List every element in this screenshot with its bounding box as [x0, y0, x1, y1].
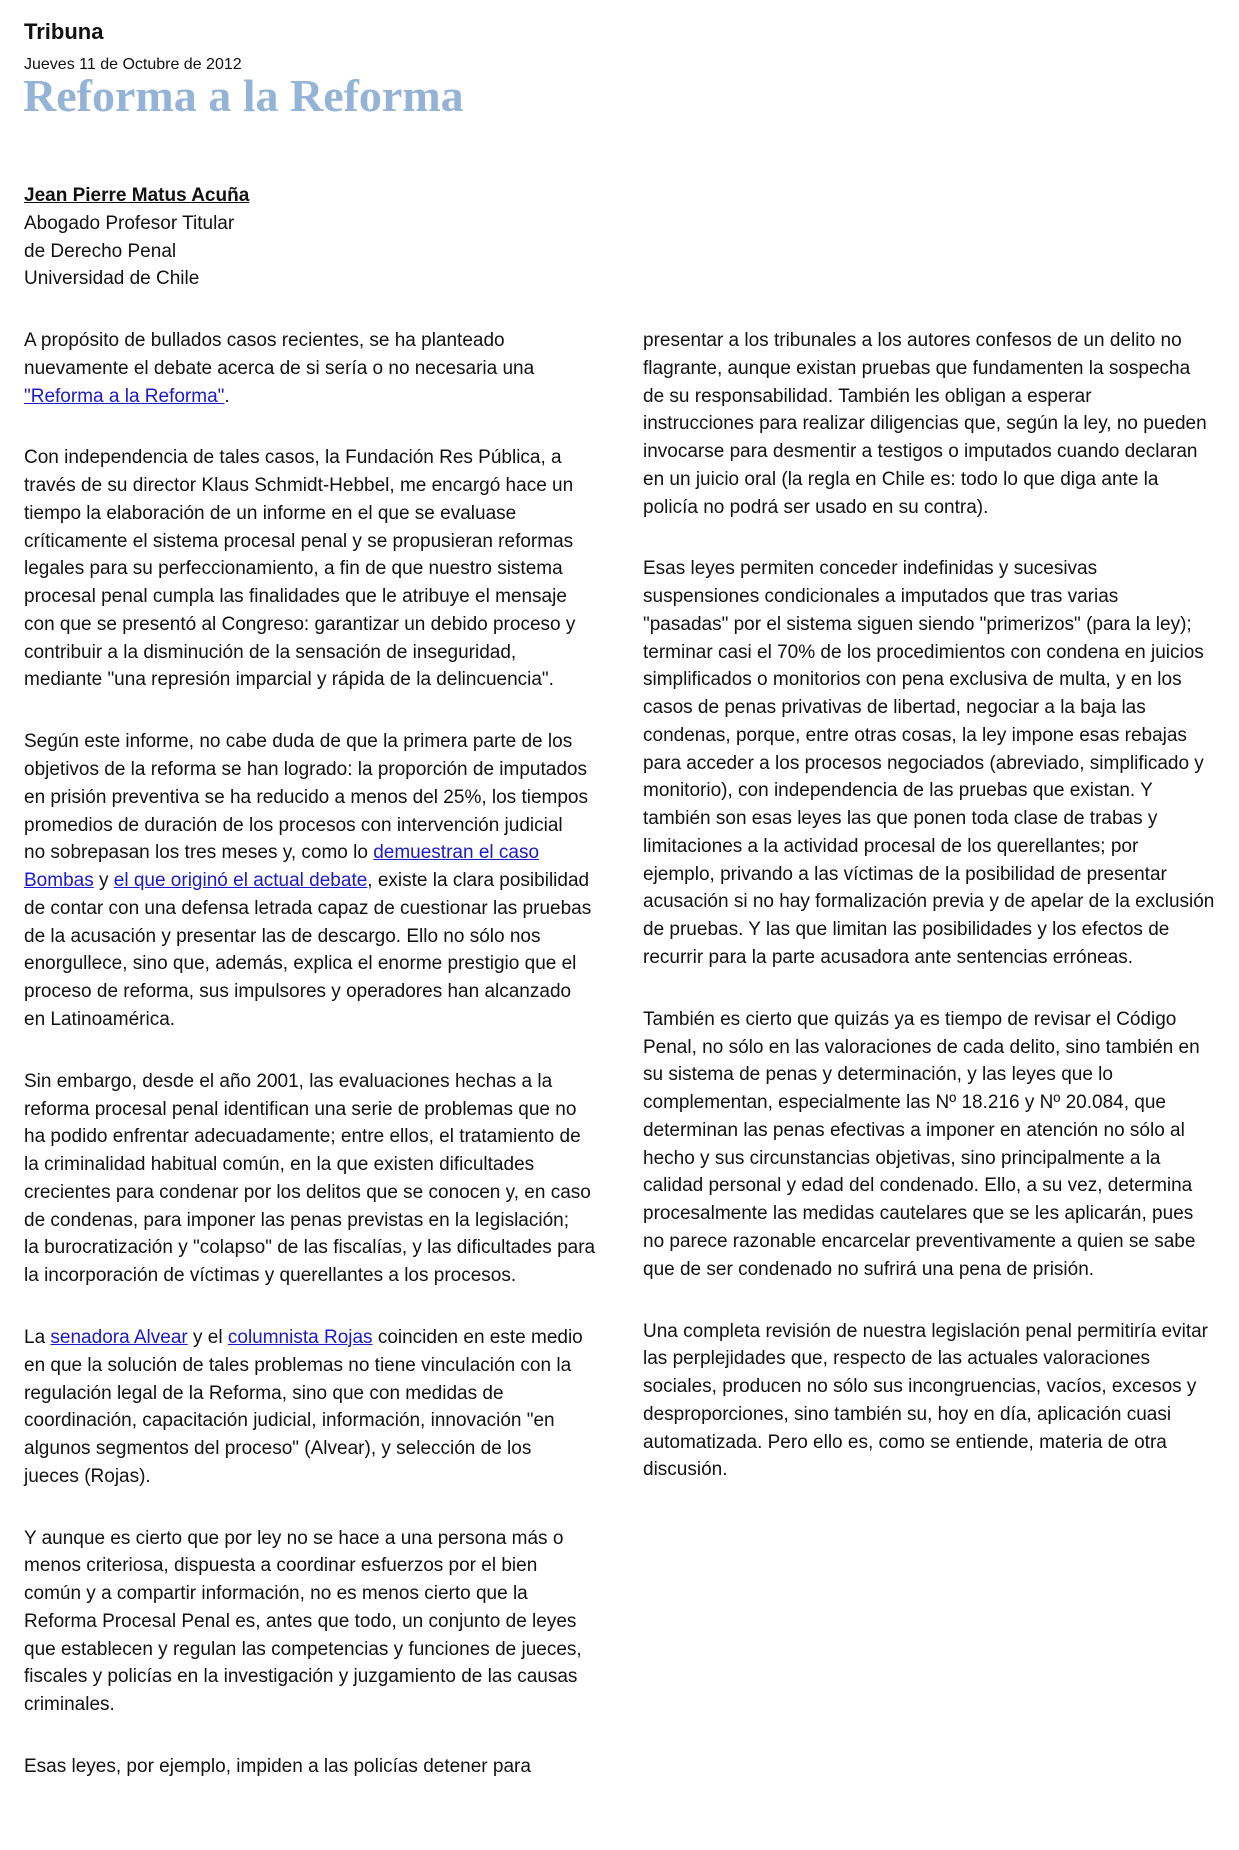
text-line: procesal penal cumpla las finalidades que le atribuye el mensaje [24, 586, 567, 608]
author-credential: de Derecho Penal [24, 240, 177, 262]
paragraph [643, 1318, 1223, 1485]
text-line: su sistema de penas y determinación, y las leyes que lo [643, 1064, 1113, 1086]
text-run: , existe la clara posibilidad [367, 870, 590, 892]
text-line: algunos segmentos del proceso" (Alvear), y selección de los [24, 1438, 532, 1459]
right-column [643, 327, 1223, 1518]
paragraph [24, 728, 604, 1033]
text-line: de la acusación y presentar las de descargo. Ello no sólo nos [24, 925, 541, 947]
text-line: complementan, especialmente las Nº 18.216 y Nº 20.084, que [643, 1092, 1166, 1114]
text-line: discusión. [643, 1459, 728, 1481]
text-line: menos criteriosa, dispuesta a coordinar esfuerzos por el bien [24, 1555, 538, 1577]
inline-link[interactable]: senadora Alvear [50, 1327, 188, 1348]
text-line: para acceder a los procesos negociados (abreviado, simplificado y [643, 752, 1204, 774]
author-credential: Abogado Profesor Titular [24, 212, 235, 234]
paragraph [24, 1068, 604, 1290]
text-line: la burocratización y "colapso" de las fiscalías, y las dificultades para [24, 1237, 596, 1259]
text-line: coordinación, capacitación judicial, información, innovación "en [24, 1410, 555, 1432]
text-run: . [224, 385, 230, 407]
author-credential: Universidad de Chile [24, 268, 200, 290]
text-line: Reforma Procesal Penal es, antes que todo, un conjunto de leyes [24, 1610, 577, 1632]
text-line: jueces (Rojas). [24, 1465, 151, 1487]
text-line: terminar casi el 70% de los procedimientos con condena en juicios [643, 641, 1204, 663]
publication-date: Jueves 11 de Octubre de 2012 [24, 56, 242, 73]
text-line: mediante "una represión imparcial y rápida de la delincuencia". [24, 669, 554, 691]
text-line: Esas leyes, por ejemplo, impiden a las policías detener para [24, 1756, 531, 1778]
text-line: desproporciones, sino también su, hoy en día, aplicación cuasi [643, 1403, 1172, 1425]
text-line: "pasadas" por el sistema siguen siendo "primerizos" (para la ley); [643, 613, 1192, 635]
text-line: la incorporación de víctimas y querellantes a los procesos. [24, 1265, 517, 1287]
text-line: procesalmente las medidas cautelares que se les aplicarán, pues [643, 1203, 1194, 1225]
text-run: coinciden en este medio [372, 1327, 583, 1348]
text-line: sociales, producen no sólo sus incongruencias, vacíos, excesos y [643, 1376, 1197, 1398]
text-run: y [93, 870, 114, 892]
text-line: también son esas leyes las que ponen toda clase de trabas y [643, 808, 1158, 830]
text-line: las perplejidades que, respecto de las actuales valoraciones [643, 1348, 1150, 1370]
paragraph [24, 444, 604, 694]
text-line: casos de penas privativas de libertad, negociar a la baja las [643, 697, 1146, 719]
paragraph [643, 555, 1223, 971]
text-line: común y a compartir información, no es menos cierto que la [24, 1583, 528, 1605]
paragraph [24, 1753, 604, 1781]
text-line: También es cierto que quizás ya es tiempo de revisar el Código [643, 1008, 1177, 1030]
inline-link[interactable]: columnista Rojas [227, 1327, 373, 1348]
text-line: monitorio), con independencia de las pruebas que existan. Y [643, 780, 1153, 802]
text-line: que de ser condenado no sufrirá una pena de prisión. [643, 1258, 1095, 1280]
text-line: Una completa revisión de nuestra legislación penal permitiría evitar [643, 1320, 1209, 1342]
text-line: contribuir a la disminución de la sensación de inseguridad, [24, 641, 517, 663]
text-line: Penal, no sólo en las valoraciones de cada delito, sino también en [643, 1036, 1200, 1058]
text-line [24, 839, 604, 867]
paragraph [643, 327, 1223, 521]
text-line: limitaciones a la actividad procesal de los querellantes; por [643, 835, 1139, 857]
text-line: fiscales y policías en la investigación y juzgamiento de las causas [24, 1666, 578, 1688]
text-run: La [24, 1327, 51, 1348]
text-line: través de su director Klaus Schmidt-Hebbel, me encargó hace un [24, 475, 574, 497]
author-block [24, 182, 249, 293]
text-line: Esas leyes permiten conceder indefinidas y sucesivas [643, 558, 1098, 580]
inline-link[interactable]: "Reforma a la Reforma" [24, 385, 225, 407]
text-line: de condenas, para imponer las penas previstas en la legislación; [24, 1209, 569, 1231]
text-line: legales para su perfeccionamiento, a fin de que nuestro sistema [24, 558, 563, 580]
text-line: en prisión preventiva se ha reducido a menos del 25%, los tiempos [24, 786, 588, 808]
paragraph [24, 327, 604, 410]
text-run: y el [187, 1327, 228, 1348]
text-line: condenas, porque, entre otras cosas, la ley impone esas rebajas [643, 724, 1187, 746]
text-line: hecho y sus circunstancias objetivas, sino principalmente a la [643, 1147, 1161, 1169]
text-line: de pruebas. Y las que limitan las posibilidades y los efectos de [643, 919, 1170, 941]
inline-link[interactable]: Bombas [24, 870, 94, 892]
text-line: tiempo la elaboración de un informe en el que se evaluase [24, 502, 517, 524]
text-line: presentar a los tribunales a los autores confesos de un delito no [643, 330, 1182, 351]
text-line: suspensiones condicionales a imputados que tras varias [643, 586, 1119, 608]
text-line: enorgullece, sino que, además, explica el enorme prestigio que el [24, 953, 577, 975]
text-line: nuevamente el debate acerca de si sería o no necesaria una [24, 357, 535, 379]
text-line [24, 1324, 604, 1352]
text-line: no parece razonable encarcelar preventivamente a quien se sabe [643, 1230, 1196, 1252]
text-line: en que la solución de tales problemas no tiene vinculación con la [24, 1354, 572, 1376]
text-line: que establecen y regulan las competencias y funciones de jueces, [24, 1638, 582, 1660]
text-line: instrucciones para realizar diligencias que, según la ley, no pueden [643, 413, 1207, 435]
text-line: simplificados o monitorios con pena exclusiva de multa, y en los [643, 669, 1182, 691]
text-line [24, 867, 604, 895]
left-column [24, 327, 604, 1815]
paragraph [643, 1006, 1223, 1284]
article-body [0, 327, 1239, 1807]
text-line: Con independencia de tales casos, la Fundación Res Pública, a [24, 447, 562, 469]
text-line: calidad personal y edad del condenado. Ello, a su vez, determina [643, 1175, 1193, 1197]
text-line: Y aunque es cierto que por ley no se hace a una persona más o [24, 1527, 564, 1549]
text-line: criminales. [24, 1694, 115, 1716]
text-line: automatizada. Pero ello es, como se entiende, materia de otra [643, 1431, 1167, 1453]
text-line: recurrir para la parte acusadora ante sentencias erróneas. [643, 946, 1134, 968]
text-line: Según este informe, no cabe duda de que la primera parte de los [24, 731, 573, 753]
text-line: determinan las penas efectivas a imponer en atención no sólo al [643, 1119, 1185, 1141]
text-line: promedios de duración de los procesos con intervención judicial [24, 814, 563, 836]
inline-link[interactable]: demuestran el caso [373, 842, 540, 864]
text-line: reforma procesal penal identifican una serie de problemas que no [24, 1098, 577, 1120]
text-line: proceso de reforma, sus impulsores y operadores han alcanzado [24, 981, 572, 1003]
paragraph [24, 1324, 604, 1491]
text-line: acusación si no hay formalización previa y de apelar de la exclusión [643, 891, 1215, 913]
text-line: en un juicio oral (la regla en Chile es: todo lo que diga ante la [643, 468, 1159, 490]
text-line: en Latinoamérica. [24, 1008, 176, 1030]
text-line: ejemplo, privando a las víctimas de la posibilidad de presentar [643, 863, 1167, 885]
text-run: no sobrepasan los tres meses y, como lo [24, 842, 374, 864]
inline-link[interactable]: el que originó el actual debate [113, 870, 368, 892]
text-line: la criminalidad habitual común, en la que existen dificultades [24, 1154, 535, 1176]
article-title: Reforma a la Reforma [23, 70, 464, 121]
text-line: policía no podrá ser usado en su contra). [643, 496, 989, 518]
author-name: Jean Pierre Matus Acuña [24, 185, 250, 206]
text-line: A propósito de bullados casos recientes, se ha planteado [24, 330, 505, 351]
text-line: Sin embargo, desde el año 2001, las evaluaciones hechas a la [24, 1070, 553, 1092]
text-line [24, 383, 604, 411]
text-line: de contar con una defensa letrada capaz de cuestionar las pruebas [24, 897, 592, 919]
text-line: de su responsabilidad. También les obligan a esperar [643, 385, 1092, 407]
section-label: Tribuna [24, 19, 104, 44]
text-line: invocarse para desmentir a testigos o imputados cuando declaran [643, 441, 1198, 462]
text-line: flagrante, aunque existan pruebas que fundamenten la sospecha [643, 357, 1191, 379]
text-line: críticamente el sistema procesal penal y se propusieran reformas [24, 530, 574, 552]
text-line: crecientes para condenar por los delitos que se conocen y, en caso [24, 1181, 591, 1203]
paragraph [24, 1525, 604, 1719]
text-line: regulación legal de la Reforma, sino que con medidas de [24, 1382, 504, 1404]
text-line: ha podido enfrentar adecuadamente; entre ellos, el tratamiento de [24, 1126, 581, 1148]
text-line: objetivos de la reforma se han logrado: la proporción de imputados [24, 759, 587, 781]
text-line: con que se presentó al Congreso: garantizar un debido proceso y [24, 613, 576, 635]
